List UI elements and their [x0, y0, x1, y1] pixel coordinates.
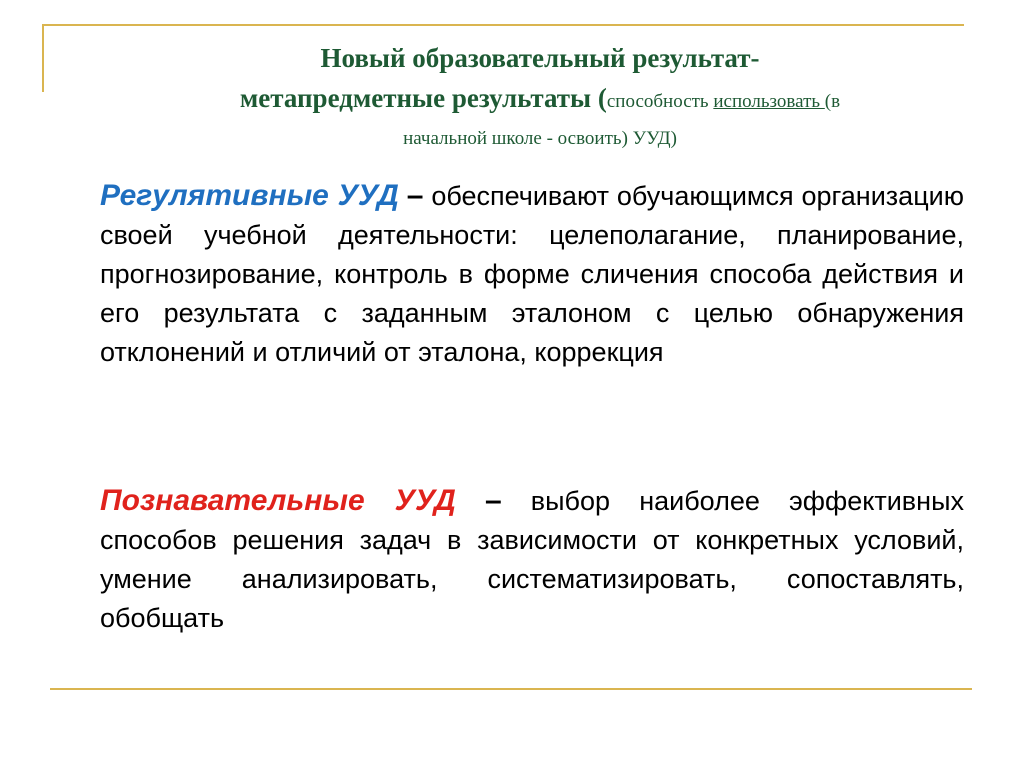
title-small-1: способность — [606, 91, 714, 112]
title-paren: ( — [597, 83, 607, 113]
regulatory-term: Регулятивные УУД — [100, 179, 399, 212]
title-main: метапредметные результаты — [239, 83, 598, 113]
title-line-2 — [90, 78, 990, 122]
title-line-1: Новый образовательный результат- — [320, 43, 760, 73]
title-line-3: начальной школе - освоить) УУД) — [403, 128, 677, 149]
cognitive-paragraph — [100, 481, 964, 638]
cognitive-term: Познавательные УУД — [100, 484, 456, 517]
regulatory-text: обеспечивают обучающимся организацию своей учебной деятельности: целеполагание, планирование, прогнозирование, контроль в форме сличения способа действия и его результата с заданным эталоном с целью обнаружения отклонений и отличий от эталона, коррекция — [100, 181, 964, 367]
slide-title — [90, 38, 990, 156]
regulatory-dash: – — [406, 179, 424, 212]
title-small-underlined: использовать — [713, 91, 825, 112]
left-rule — [42, 24, 44, 92]
regulatory-paragraph — [100, 176, 964, 372]
title-small-2: (в — [824, 91, 841, 112]
top-rule — [42, 24, 964, 26]
cognitive-dash: – — [484, 484, 502, 517]
bottom-rule — [50, 688, 972, 690]
cognitive-text: выбор наиболее эффективных способов решения задач в зависимости от конкретных условий, умение анализировать, систематизировать, сопоставлять, обобщать — [100, 486, 964, 633]
